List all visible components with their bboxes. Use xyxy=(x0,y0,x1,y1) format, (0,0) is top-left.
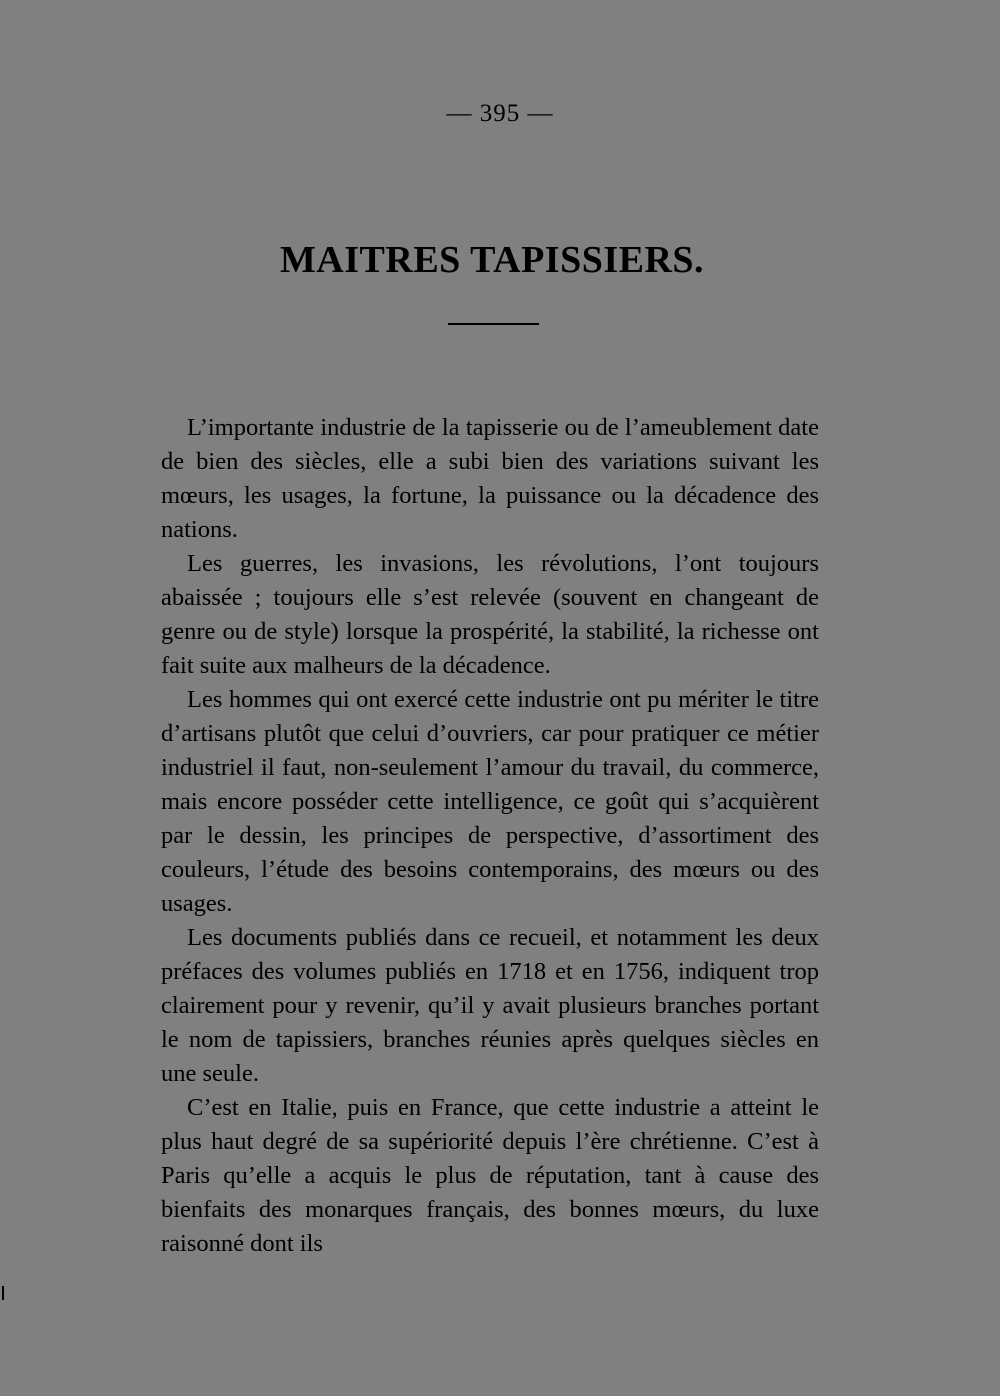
paragraph-3: Les hommes qui ont exercé cette industrie ont pu mériter le titre d’artisans plutôt que celui d’ouvriers, car pour pratiquer ce métier industriel il faut, non-seulement l’amour du travail, du commerce, mais encore posséder cette intelligence, ce goût qui s’acquièrent par le dessin, les principes de perspective, d’assortiment des couleurs, l’étude des besoins contemporains, des mœurs ou des usages. xyxy=(161,686,819,917)
body-text xyxy=(161,411,819,1261)
title-divider xyxy=(448,323,539,325)
margin-mark xyxy=(2,1286,4,1300)
paragraph-2: Les guerres, les invasions, les révolutions, l’ont toujours abaissée ; toujours elle s’est relevée (souvent en changeant de genre ou de style) lorsque la prospérité, la stabilité, la richesse ont fait suite aux malheurs de la décadence. xyxy=(161,550,819,679)
paragraph-4: Les documents publiés dans ce recueil, et notamment les deux préfaces des volumes publiés en 1718 et en 1756, indiquent trop clairement pour y revenir, qu’il y avait plusieurs branches portant le nom de tapissiers, branches réunies après quelques siècles en une seule. xyxy=(161,924,819,1087)
paragraph-5: C’est en Italie, puis en France, que cette industrie a atteint le plus haut degré de sa supériorité depuis l’ère chrétienne. C’est à Paris qu’elle a acquis le plus de réputation, tant à cause des bienfaits des monarques français, des bonnes mœurs, du luxe raisonné dont ils xyxy=(161,1094,819,1257)
paragraph-1: L’importante industrie de la tapisserie ou de l’ameublement date de bien des siècles, elle a subi bien des variations suivant les mœurs, les usages, la fortune, la puissance ou la décadence des nations. xyxy=(161,414,819,543)
page-number: — 395 — xyxy=(446,100,554,127)
page-title: MAITRES TAPISSIERS. xyxy=(279,239,705,281)
